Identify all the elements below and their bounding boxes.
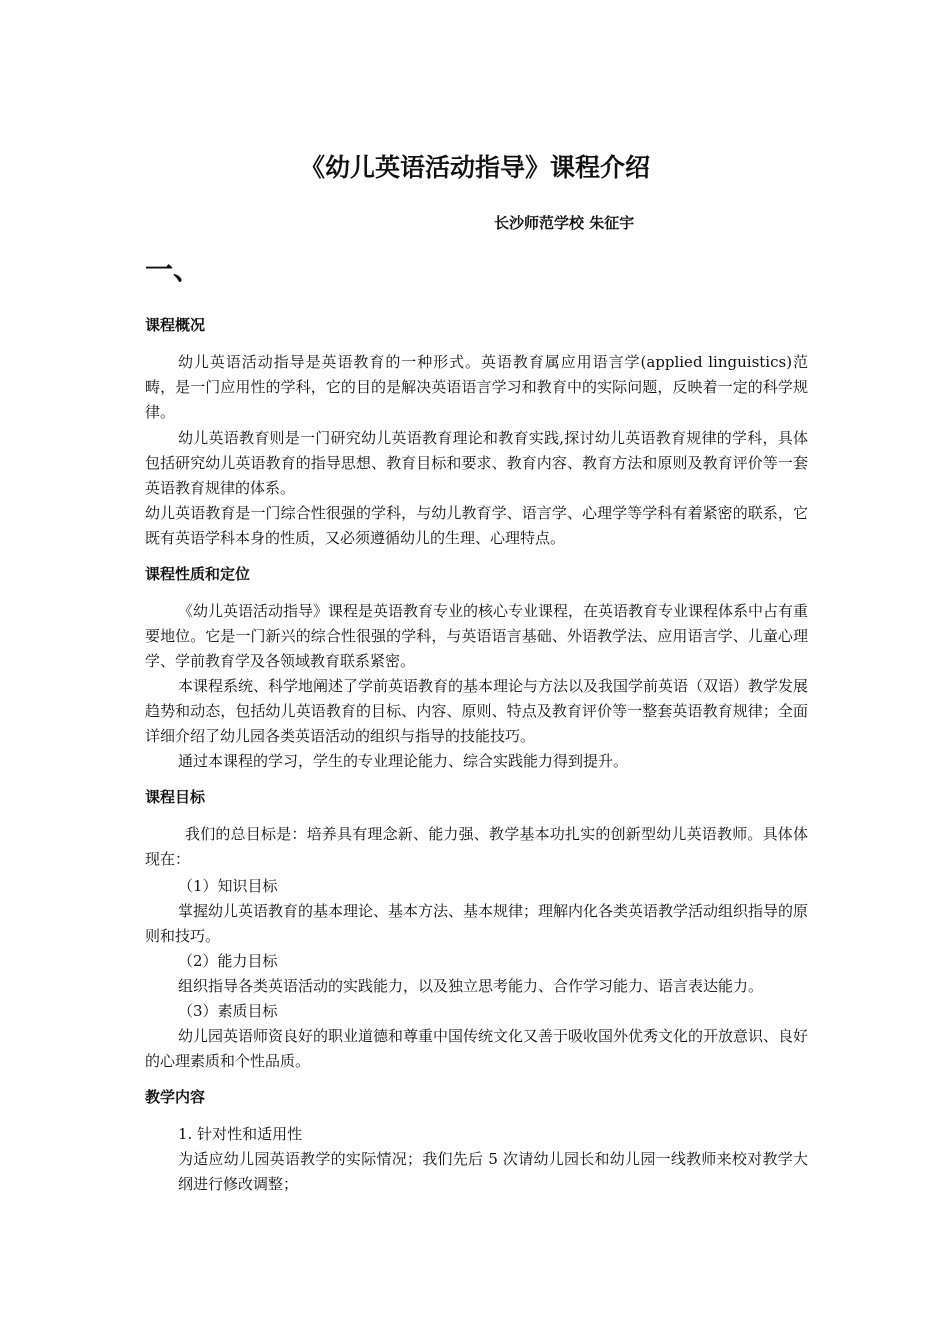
paragraph: 《幼儿英语活动指导》课程是英语教育专业的核心专业课程，在英语教育专业课程体系中占有重要地位。它是一门新兴的综合性很强的学科，与英语语言基础、外语教学法、应用语言学、儿童心理学、学前教育学及各领域教育联系紧密。: [145, 602, 809, 670]
document-author: 长沙师范学校 朱征宇: [494, 214, 635, 232]
paragraph: 组织指导各类英语活动的实践能力，以及独立思考能力、合作学习能力、语言表达能力。: [178, 977, 764, 995]
document-title: 《幼儿英语活动指导》课程介绍: [299, 153, 650, 182]
paragraph: 本课程系统、科学地阐述了学前英语教育的基本理论与方法以及我国学前英语（双语）教学发展趋势和动态，包括幼儿英语教育的目标、内容、原则、特点及教育评价等一整套英语教育规律；全面详细介绍了幼儿园各类英语活动的组织与指导的技能技巧。: [145, 677, 809, 745]
paragraph: 通过本课程的学习，学生的专业理论能力、综合实践能力得到提升。: [178, 752, 629, 770]
paragraph: 幼儿英语教育是一门综合性很强的学科，与幼儿教育学、语言学、心理学等学科有着紧密的联系，它既有英语学科本身的性质，又必须遵循幼儿的生理、心理特点。: [145, 504, 808, 547]
list-item: （3）素质目标: [178, 1002, 278, 1020]
paragraph: 幼儿英语活动指导是英语教育的一种形式。英语教育属应用语言学(applied linguistics)范畴，是一门应用性的学科，它的目的是解决英语语言学习和教育中的实际问题，反映着一定的科学规律。: [145, 353, 808, 421]
list-item: 1. 针对性和适用性: [178, 1125, 303, 1143]
paragraph: 为适应幼儿园英语教学的实际情况；我们先后 5 次请幼儿园长和幼儿园一线教师来校对教学大纲进行修改调整；: [178, 1150, 808, 1193]
list-item: （2）能力目标: [178, 952, 278, 970]
section-heading: 课程性质和定位: [145, 565, 251, 583]
list-item: （1）知识目标: [178, 877, 278, 895]
paragraph: 我们的总目标是：培养具有理念新、能力强、教学基本功扎实的创新型幼儿英语教师。具体体现在：: [145, 825, 808, 868]
section-heading: 课程目标: [145, 788, 206, 806]
paragraph: 掌握幼儿英语教育的基本理论、基本方法、基本规律；理解内化各类英语教学活动组织指导的原则和技巧。: [145, 902, 809, 945]
paragraph: 幼儿英语教育则是一门研究幼儿英语教育理论和教育实践,探讨幼儿英语教育规律的学科，具体包括研究幼儿英语教育的指导思想、教育目标和要求、教育内容、教育方法和原则及教育评价等一套英语教育规律的体系。: [145, 429, 808, 497]
paragraph: 幼儿园英语师资良好的职业道德和尊重中国传统文化又善于吸收国外优秀文化的开放意识、良好的心理素质和个性品质。: [145, 1027, 809, 1070]
section-heading: 课程概况: [145, 316, 206, 334]
section-heading: 教学内容: [145, 1088, 206, 1106]
section-number: 一、: [145, 253, 202, 286]
